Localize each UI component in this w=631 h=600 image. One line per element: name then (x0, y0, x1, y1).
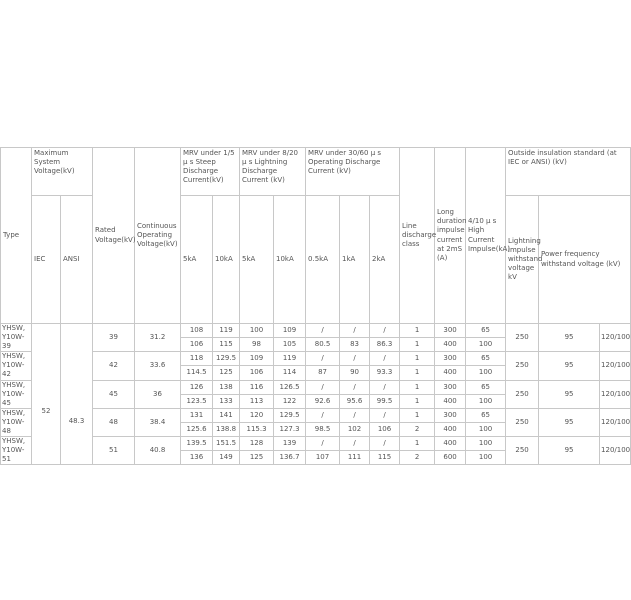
operating-1ka-cell: 83 (340, 338, 370, 352)
operating-05ka-cell: 92.6 (306, 394, 340, 408)
long-duration-cell: 300 (435, 324, 466, 338)
lightning-5ka-cell: 125 (240, 451, 274, 465)
line-class-cell: 1 (400, 324, 435, 338)
lightning-10ka-cell: 136.7 (274, 451, 306, 465)
steep-5ka-cell: 136 (181, 451, 213, 465)
header-mrv-lightning: MRV under 8/20 μ s Lightning Discharge Current (kV) (240, 148, 306, 196)
long-duration-cell: 300 (435, 352, 466, 366)
high-current-cell: 100 (466, 451, 506, 465)
header-operating-05ka: 0.5kA (306, 196, 340, 324)
power-frequency-alt-cell: 120/100 (600, 352, 631, 380)
header-lightning-10ka: 10kA (274, 196, 306, 324)
steep-5ka-cell: 106 (181, 338, 213, 352)
steep-5ka-cell: 114.5 (181, 366, 213, 380)
steep-10ka-cell: 125 (213, 366, 240, 380)
operating-1ka-cell: 102 (340, 422, 370, 436)
power-frequency-cell: 95 (539, 437, 600, 465)
long-duration-cell: 300 (435, 380, 466, 394)
operating-2ka-cell: / (370, 352, 400, 366)
operating-2ka-cell: / (370, 437, 400, 451)
header-rated-voltage: Rated Voltage(kV) (93, 148, 135, 324)
lightning-5ka-cell: 98 (240, 338, 274, 352)
header-operating-2ka: 2kA (370, 196, 400, 324)
line-class-cell: 1 (400, 408, 435, 422)
lightning-5ka-cell: 120 (240, 408, 274, 422)
table-row (1, 324, 631, 338)
header-power-frequency-withstand: Power frequency withstand voltage (kV) (539, 196, 631, 324)
lightning-5ka-cell: 128 (240, 437, 274, 451)
type-cell: YHSW, Y10W-42 (1, 352, 32, 380)
steep-5ka-cell: 108 (181, 324, 213, 338)
operating-1ka-cell: 95.6 (340, 394, 370, 408)
high-current-cell: 65 (466, 408, 506, 422)
steep-10ka-cell: 138.8 (213, 422, 240, 436)
high-current-cell: 100 (466, 366, 506, 380)
lightning-withstand-cell: 250 (506, 324, 539, 352)
rated-voltage-cell: 51 (93, 437, 135, 465)
lightning-10ka-cell: 129.5 (274, 408, 306, 422)
line-class-cell: 1 (400, 437, 435, 451)
operating-05ka-cell: 107 (306, 451, 340, 465)
lightning-withstand-cell: 250 (506, 437, 539, 465)
long-duration-cell: 400 (435, 366, 466, 380)
lightning-withstand-cell: 250 (506, 380, 539, 408)
rated-voltage-cell: 42 (93, 352, 135, 380)
line-class-cell: 1 (400, 366, 435, 380)
type-cell: YHSW, Y10W-39 (1, 324, 32, 352)
type-cell: YHSW, Y10W-45 (1, 380, 32, 408)
steep-10ka-cell: 149 (213, 451, 240, 465)
lightning-10ka-cell: 126.5 (274, 380, 306, 394)
operating-1ka-cell: / (340, 437, 370, 451)
operating-1ka-cell: / (340, 408, 370, 422)
operating-05ka-cell: 80.5 (306, 338, 340, 352)
continuous-voltage-cell: 40.8 (135, 437, 181, 465)
header-mrv-operating: MRV under 30/60 μ s Operating Discharge Current (kV) (306, 148, 400, 196)
steep-5ka-cell: 126 (181, 380, 213, 394)
operating-2ka-cell: / (370, 324, 400, 338)
steep-10ka-cell: 141 (213, 408, 240, 422)
lightning-10ka-cell: 139 (274, 437, 306, 451)
lightning-10ka-cell: 105 (274, 338, 306, 352)
continuous-voltage-cell: 38.4 (135, 408, 181, 436)
steep-10ka-cell: 151.5 (213, 437, 240, 451)
operating-2ka-cell: 99.5 (370, 394, 400, 408)
line-class-cell: 2 (400, 451, 435, 465)
long-duration-cell: 300 (435, 408, 466, 422)
lightning-10ka-cell: 119 (274, 352, 306, 366)
operating-05ka-cell: / (306, 324, 340, 338)
lightning-5ka-cell: 106 (240, 366, 274, 380)
operating-1ka-cell: 111 (340, 451, 370, 465)
operating-2ka-cell: 86.3 (370, 338, 400, 352)
long-duration-cell: 400 (435, 394, 466, 408)
lightning-5ka-cell: 109 (240, 352, 274, 366)
power-frequency-alt-cell: 120/100 (600, 380, 631, 408)
header-lightning-withstand: Lightning impulse withstand voltage kV (506, 196, 539, 324)
type-cell: YHSW, Y10W-51 (1, 437, 32, 465)
line-class-cell: 2 (400, 422, 435, 436)
high-current-cell: 100 (466, 422, 506, 436)
header-lightning-5ka: 5kA (240, 196, 274, 324)
long-duration-cell: 400 (435, 422, 466, 436)
power-frequency-alt-cell: 120/100 (600, 437, 631, 465)
steep-10ka-cell: 133 (213, 394, 240, 408)
high-current-cell: 100 (466, 394, 506, 408)
high-current-cell: 65 (466, 324, 506, 338)
header-type: Type (1, 148, 32, 324)
header-steep-5ka: 5kA (181, 196, 213, 324)
lightning-5ka-cell: 115.3 (240, 422, 274, 436)
header-steep-10ka: 10kA (213, 196, 240, 324)
continuous-voltage-cell: 31.2 (135, 324, 181, 352)
continuous-voltage-cell: 33.6 (135, 352, 181, 380)
steep-5ka-cell: 123.5 (181, 394, 213, 408)
power-frequency-cell: 95 (539, 352, 600, 380)
power-frequency-cell: 95 (539, 380, 600, 408)
header-outside-insulation: Outside insulation standard (at IEC or ANSI) (kV) (506, 148, 631, 196)
high-current-cell: 100 (466, 437, 506, 451)
line-class-cell: 1 (400, 338, 435, 352)
header-ansi: ANSI (61, 196, 93, 324)
iec-value: 52 (32, 324, 61, 465)
rated-voltage-cell: 39 (93, 324, 135, 352)
steep-10ka-cell: 115 (213, 338, 240, 352)
operating-05ka-cell: 98.5 (306, 422, 340, 436)
header-max-system-voltage: Maximum System Voltage(kV) (32, 148, 93, 196)
line-class-cell: 1 (400, 380, 435, 394)
header-long-duration-current: Long duration impulse current at 2mS (A) (435, 148, 466, 324)
header-continuous-operating-voltage: Continuous Operating Voltage(kV) (135, 148, 181, 324)
lightning-5ka-cell: 116 (240, 380, 274, 394)
power-frequency-cell: 95 (539, 324, 600, 352)
high-current-cell: 65 (466, 380, 506, 394)
steep-5ka-cell: 139.5 (181, 437, 213, 451)
steep-5ka-cell: 118 (181, 352, 213, 366)
power-frequency-cell: 95 (539, 408, 600, 436)
header-operating-1ka: 1kA (340, 196, 370, 324)
operating-05ka-cell: / (306, 437, 340, 451)
type-cell: YHSW, Y10W-48 (1, 408, 32, 436)
lightning-10ka-cell: 109 (274, 324, 306, 338)
operating-2ka-cell: / (370, 380, 400, 394)
power-frequency-alt-cell: 120/100 (600, 324, 631, 352)
header-iec: IEC (32, 196, 61, 324)
table-row (1, 437, 631, 451)
steep-10ka-cell: 129.5 (213, 352, 240, 366)
operating-1ka-cell: / (340, 380, 370, 394)
table-row (1, 380, 631, 394)
line-class-cell: 1 (400, 394, 435, 408)
long-duration-cell: 400 (435, 437, 466, 451)
rated-voltage-cell: 48 (93, 408, 135, 436)
table-row (1, 352, 631, 366)
operating-1ka-cell: / (340, 324, 370, 338)
operating-2ka-cell: / (370, 408, 400, 422)
lightning-withstand-cell: 250 (506, 408, 539, 436)
lightning-10ka-cell: 114 (274, 366, 306, 380)
power-frequency-alt-cell: 120/100 (600, 408, 631, 436)
operating-05ka-cell: / (306, 380, 340, 394)
long-duration-cell: 400 (435, 338, 466, 352)
operating-1ka-cell: 90 (340, 366, 370, 380)
long-duration-cell: 600 (435, 451, 466, 465)
operating-05ka-cell: / (306, 352, 340, 366)
steep-5ka-cell: 131 (181, 408, 213, 422)
header-line-discharge-class: Line discharge class (400, 148, 435, 324)
line-class-cell: 1 (400, 352, 435, 366)
continuous-voltage-cell: 36 (135, 380, 181, 408)
high-current-cell: 65 (466, 352, 506, 366)
rated-voltage-cell: 45 (93, 380, 135, 408)
operating-2ka-cell: 115 (370, 451, 400, 465)
steep-5ka-cell: 125.6 (181, 422, 213, 436)
lightning-withstand-cell: 250 (506, 352, 539, 380)
steep-10ka-cell: 138 (213, 380, 240, 394)
operating-2ka-cell: 93.3 (370, 366, 400, 380)
lightning-5ka-cell: 113 (240, 394, 274, 408)
lightning-5ka-cell: 100 (240, 324, 274, 338)
lightning-10ka-cell: 127.3 (274, 422, 306, 436)
operating-1ka-cell: / (340, 352, 370, 366)
header-mrv-steep: MRV under 1/5 μ s Steep Discharge Current(kV) (181, 148, 240, 196)
high-current-cell: 100 (466, 338, 506, 352)
operating-05ka-cell: 87 (306, 366, 340, 380)
operating-2ka-cell: 106 (370, 422, 400, 436)
ansi-value: 48.3 (61, 324, 93, 465)
table-row (1, 408, 631, 422)
specification-table (0, 147, 631, 465)
operating-05ka-cell: / (306, 408, 340, 422)
steep-10ka-cell: 119 (213, 324, 240, 338)
lightning-10ka-cell: 122 (274, 394, 306, 408)
header-high-current-impulse: 4/10 μ s High Current Impulse(kA) (466, 148, 506, 324)
